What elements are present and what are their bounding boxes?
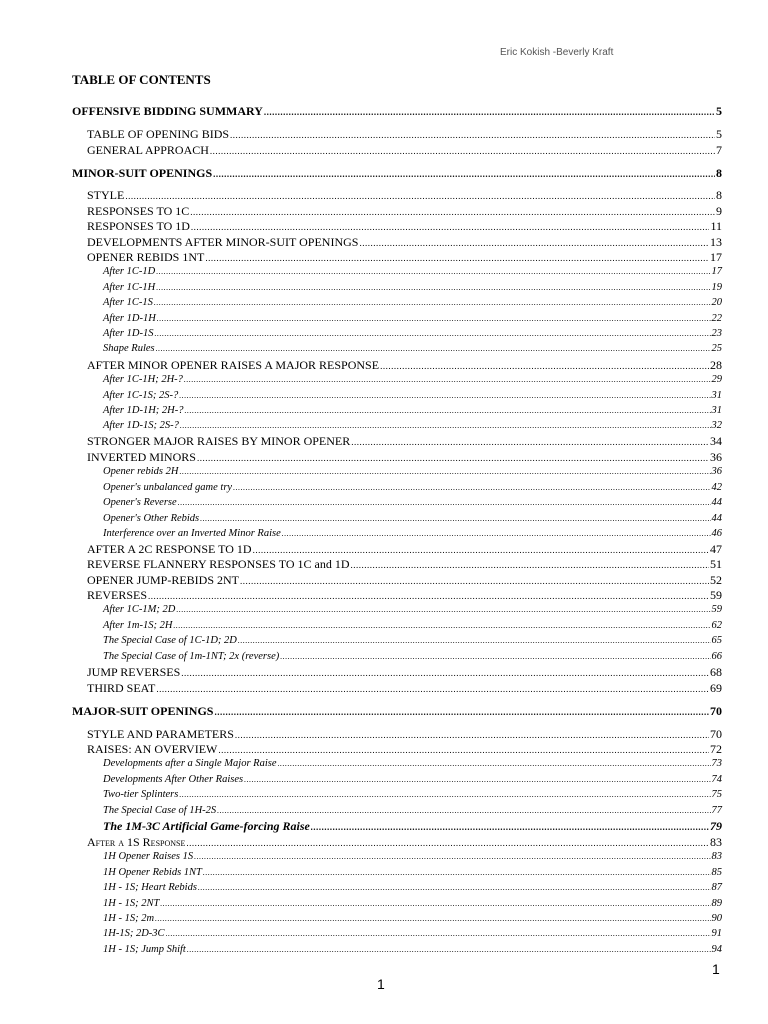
toc-entry <box>87 127 722 142</box>
document-header-author: Eric Kokish -Beverly Kraft <box>500 47 614 58</box>
toc-entry-label: OFFENSIVE BIDDING SUMMARY <box>72 104 263 118</box>
toc-entry-label: RESPONSES TO 1D <box>87 219 190 233</box>
toc-entry <box>87 573 722 588</box>
toc-dot-leader <box>380 359 709 373</box>
toc-dot-leader <box>200 512 710 526</box>
toc-entry <box>103 804 722 818</box>
toc-entry-page: 29 <box>711 374 722 385</box>
corner-page-number: 1 <box>712 961 720 977</box>
toc-entry-page: 51 <box>710 557 722 571</box>
toc-dot-leader <box>179 788 710 802</box>
toc-entry <box>103 496 722 510</box>
toc-entry-page: 69 <box>710 681 722 695</box>
toc-entry <box>103 634 722 648</box>
toc-dot-leader <box>187 943 711 957</box>
toc-dot-leader <box>253 543 709 557</box>
toc-entry-page: 8 <box>716 188 722 202</box>
toc-dot-leader <box>235 728 709 742</box>
toc-dot-leader <box>166 927 711 941</box>
toc-dot-leader <box>359 236 709 250</box>
toc-entry-label: STRONGER MAJOR RAISES BY MINOR OPENER <box>87 434 351 448</box>
toc-dot-leader <box>173 619 710 633</box>
toc-entry-page: 25 <box>711 343 722 354</box>
toc-entry-label: JUMP REVERSES <box>87 665 181 679</box>
toc-entry-label: After 1C-1S; 2S-? <box>103 390 179 401</box>
toc-entry-label: After 1C-1S <box>103 297 153 308</box>
toc-entry-label: The 1M-3C Artificial Game-forcing Raise <box>103 819 310 833</box>
toc-entry-label: After 1C-1D <box>103 266 156 277</box>
toc-entry-label: STYLE AND PARAMETERS <box>87 727 234 741</box>
toc-dot-leader <box>148 589 709 603</box>
toc-dot-leader <box>181 666 709 680</box>
toc-dot-leader <box>179 465 710 479</box>
toc-entry-page: 5 <box>716 127 722 141</box>
toc-entry-label: 1H - 1S; Heart Rebids <box>103 882 197 893</box>
toc-dot-leader <box>203 866 711 880</box>
toc-entry-page: 85 <box>711 867 722 878</box>
toc-entry-label: The Special Case of 1m-1NT; 2x (reverse) <box>103 651 280 662</box>
toc-entry-page: 17 <box>710 250 722 264</box>
toc-entry-page: 13 <box>710 235 722 249</box>
toc-entry-page: 66 <box>711 651 722 662</box>
toc-entry <box>87 727 722 742</box>
toc-entry-page: 52 <box>710 573 722 587</box>
toc-entry-page: 36 <box>711 466 722 477</box>
toc-entry-page: 89 <box>711 898 722 909</box>
toc-entry <box>87 835 722 850</box>
toc-entry <box>87 542 722 557</box>
toc-entry-label: Opener rebids 2H <box>103 466 179 477</box>
toc-entry <box>103 819 722 834</box>
toc-entry-page: 94 <box>711 944 722 955</box>
toc-entry-label: AFTER A 2C RESPONSE TO 1D <box>87 542 252 556</box>
toc-dot-leader <box>191 220 710 234</box>
toc-entry-label: MAJOR-SUIT OPENINGS <box>72 704 214 718</box>
toc-entry <box>87 588 722 603</box>
toc-entry-label: Developments after a Single Major Raise <box>103 758 277 769</box>
toc-entry-page: 83 <box>711 851 722 862</box>
toc-dot-leader <box>157 312 711 326</box>
toc-section-entry <box>72 704 722 719</box>
toc-dot-leader <box>156 682 709 696</box>
toc-entry-page: 28 <box>710 358 722 372</box>
toc-entry <box>103 312 722 326</box>
toc-entry-label: THIRD SEAT <box>87 681 156 695</box>
toc-dot-leader <box>154 296 711 310</box>
toc-entry <box>103 327 722 341</box>
toc-entry-label: 1H Opener Rebids 1NT <box>103 867 202 878</box>
toc-dot-leader <box>244 773 710 787</box>
toc-entry <box>87 143 722 158</box>
toc-entry <box>103 897 722 911</box>
toc-entry-page: 73 <box>711 758 722 769</box>
toc-entry-label: Opener's Reverse <box>103 497 177 508</box>
toc-entry <box>103 527 722 541</box>
toc-entry-label: Shape Rules <box>103 343 155 354</box>
toc-entry-label: After 1C-1M; 2D <box>103 604 176 615</box>
toc-entry-label: After 1D-1S; 2S-? <box>103 420 179 431</box>
toc-entry-label: After 1D-1H <box>103 313 156 324</box>
toc-entry-label: After 1m-1S; 2H <box>103 620 173 631</box>
toc-entry-label: MINOR-SUIT OPENINGS <box>72 166 213 180</box>
toc-dot-leader <box>264 105 715 119</box>
toc-dot-leader <box>311 820 709 834</box>
toc-entry <box>103 389 722 403</box>
toc-entry-page: 20 <box>711 297 722 308</box>
toc-entry-page: 34 <box>710 434 722 448</box>
toc-dot-leader <box>213 167 715 181</box>
toc-entry <box>103 912 722 926</box>
toc-dot-leader <box>184 404 710 418</box>
toc-dot-leader <box>210 144 715 158</box>
toc-entry-label: AFTER MINOR OPENER RAISES A MAJOR RESPONSE <box>87 358 380 372</box>
toc-entry-label: RAISES: AN OVERVIEW <box>87 742 218 756</box>
toc-entry <box>103 943 722 957</box>
toc-entry-label: After 1C-1H; 2H-? <box>103 374 183 385</box>
toc-entry <box>87 358 722 373</box>
toc-entry <box>103 866 722 880</box>
toc-entry <box>87 235 722 250</box>
toc-entry-page: 23 <box>711 328 722 339</box>
toc-title: TABLE OF CONTENTS <box>72 72 211 87</box>
toc-entry <box>87 188 722 203</box>
toc-entry <box>103 850 722 864</box>
toc-entry <box>103 881 722 895</box>
toc-dot-leader <box>190 205 715 219</box>
toc-entry <box>103 281 722 295</box>
toc-entry-label: RESPONSES TO 1C <box>87 204 190 218</box>
toc-dot-leader <box>230 128 715 142</box>
toc-section-entry <box>72 166 722 181</box>
toc-entry-page: 91 <box>711 928 722 939</box>
toc-dot-leader <box>350 558 709 572</box>
toc-dot-leader <box>278 757 711 771</box>
toc-entry-page: 75 <box>711 789 722 800</box>
toc-entry <box>103 773 722 787</box>
toc-entry-label: GENERAL APPROACH <box>87 143 209 157</box>
toc-entry-label: REVERSES <box>87 588 148 602</box>
toc-dot-leader <box>240 574 709 588</box>
toc-entry-label: Two-tier Splinters <box>103 789 179 800</box>
toc-entry <box>103 927 722 941</box>
toc-dot-leader <box>282 527 711 541</box>
toc-entry-label: TABLE OF OPENING BIDS <box>87 127 230 141</box>
toc-dot-leader <box>155 912 710 926</box>
toc-entry-page: 9 <box>716 204 722 218</box>
toc-entry-page: 65 <box>711 635 722 646</box>
toc-entry-label: After 1D-1S <box>103 328 154 339</box>
toc-entry <box>87 250 722 265</box>
toc-dot-leader <box>176 603 710 617</box>
toc-entry-label: 1H Opener Raises 1S <box>103 851 194 862</box>
toc-entry-label: OPENER REBIDS 1NT <box>87 250 205 264</box>
toc-entry <box>103 512 722 526</box>
toc-entry <box>103 404 722 418</box>
toc-entry-page: 77 <box>711 805 722 816</box>
toc-entry-label: OPENER JUMP-REBIDS 2NT <box>87 573 240 587</box>
toc-entry-page: 44 <box>711 513 722 524</box>
toc-entry <box>87 434 722 449</box>
toc-entry <box>87 450 722 465</box>
toc-entry-page: 5 <box>716 104 722 118</box>
toc-dot-leader <box>154 327 710 341</box>
toc-entry-label: The Special Case of 1H-2S <box>103 805 217 816</box>
toc-dot-leader <box>186 836 709 850</box>
toc-dot-leader <box>156 265 710 279</box>
toc-entry <box>87 665 722 680</box>
toc-entry-page: 22 <box>711 313 722 324</box>
toc-entry-label: STYLE <box>87 188 125 202</box>
toc-dot-leader <box>197 451 709 465</box>
toc-entry <box>103 650 722 664</box>
toc-dot-leader <box>178 496 711 510</box>
toc-entry <box>87 204 722 219</box>
toc-entry-label: Interference over an Inverted Minor Raise <box>103 528 281 539</box>
toc-section-entry <box>72 104 722 119</box>
toc-entry-page: 74 <box>711 774 722 785</box>
toc-entry <box>87 742 722 757</box>
toc-entry-page: 36 <box>710 450 722 464</box>
toc-entry-page: 87 <box>711 882 722 893</box>
toc-entry-page: 70 <box>710 727 722 741</box>
toc-entry <box>103 619 722 633</box>
toc-entry-page: 83 <box>710 835 722 849</box>
toc-entry <box>103 603 722 617</box>
toc-dot-leader <box>184 373 711 387</box>
toc-entry-label: REVERSE FLANNERY RESPONSES TO 1C and 1D <box>87 557 350 571</box>
toc-dot-leader <box>205 251 709 265</box>
toc-entry <box>87 557 722 572</box>
toc-entry-page: 7 <box>716 143 722 157</box>
toc-entry <box>103 296 722 310</box>
footer-page-number: 1 <box>377 976 385 992</box>
toc-entry-label: DEVELOPMENTS AFTER MINOR-SUIT OPENINGS <box>87 235 359 249</box>
toc-entry <box>103 342 722 356</box>
toc-entry <box>103 419 722 433</box>
toc-entry-page: 70 <box>710 704 722 718</box>
toc-entry-page: 31 <box>711 390 722 401</box>
toc-dot-leader <box>180 419 711 433</box>
toc-entry-page: 72 <box>710 742 722 756</box>
toc-entry-page: 19 <box>711 282 722 293</box>
toc-dot-leader <box>218 743 709 757</box>
toc-entry-label: After 1C-1H <box>103 282 156 293</box>
toc-entry-label: Opener's Other Rebids <box>103 513 200 524</box>
toc-entry-label: Developments After Other Raises <box>103 774 244 785</box>
toc-entry-label: Opener's unbalanced game try <box>103 482 233 493</box>
toc-entry-label: 1H - 1S; Jump Shift <box>103 944 186 955</box>
toc-dot-leader <box>280 650 710 664</box>
toc-dot-leader <box>351 435 709 449</box>
toc-entry-page: 47 <box>710 542 722 556</box>
toc-entry-label: 1H - 1S; 2m <box>103 913 155 924</box>
toc-entry-label: 1H - 1S; 2NT <box>103 898 160 909</box>
toc-dot-leader <box>156 281 710 295</box>
toc-dot-leader <box>156 342 711 356</box>
toc-entry-page: 32 <box>711 420 722 431</box>
toc-entry-page: 17 <box>711 266 722 277</box>
toc-dot-leader <box>179 389 710 403</box>
toc-entry-page: 8 <box>716 166 722 180</box>
toc-entry <box>87 219 722 234</box>
toc-entry-label: After 1D-1H; 2H-? <box>103 405 184 416</box>
toc-entry-page: 46 <box>711 528 722 539</box>
toc-entry-page: 90 <box>711 913 722 924</box>
toc-entry-label: INVERTED MINORS <box>87 450 196 464</box>
toc-entry-page: 62 <box>711 620 722 631</box>
toc-entry-label: The Special Case of 1C-1D; 2D <box>103 635 237 646</box>
toc-entry <box>103 481 722 495</box>
toc-dot-leader <box>125 189 715 203</box>
toc-entry-label: After a 1S Response <box>87 835 186 849</box>
toc-entry <box>87 681 722 696</box>
toc-entry <box>103 265 722 279</box>
toc-entry <box>103 757 722 771</box>
toc-dot-leader <box>238 634 711 648</box>
toc-entry-page: 59 <box>710 588 722 602</box>
toc-entry <box>103 465 722 479</box>
toc-entry-page: 44 <box>711 497 722 508</box>
toc-dot-leader <box>198 881 711 895</box>
toc-entry-page: 68 <box>710 665 722 679</box>
toc-entry <box>103 788 722 802</box>
toc-dot-leader <box>217 804 710 818</box>
toc-entry-page: 11 <box>710 219 722 233</box>
toc-entry-page: 59 <box>711 604 722 615</box>
toc-dot-leader <box>233 481 710 495</box>
toc-dot-leader <box>160 897 710 911</box>
toc-dot-leader <box>194 850 710 864</box>
toc-entry <box>103 373 722 387</box>
toc-entry-page: 79 <box>710 819 722 833</box>
toc-entry-page: 42 <box>711 482 722 493</box>
toc-entry-page: 31 <box>711 405 722 416</box>
toc-entry-label: 1H-1S; 2D-3C <box>103 928 165 939</box>
toc-dot-leader <box>214 705 709 719</box>
